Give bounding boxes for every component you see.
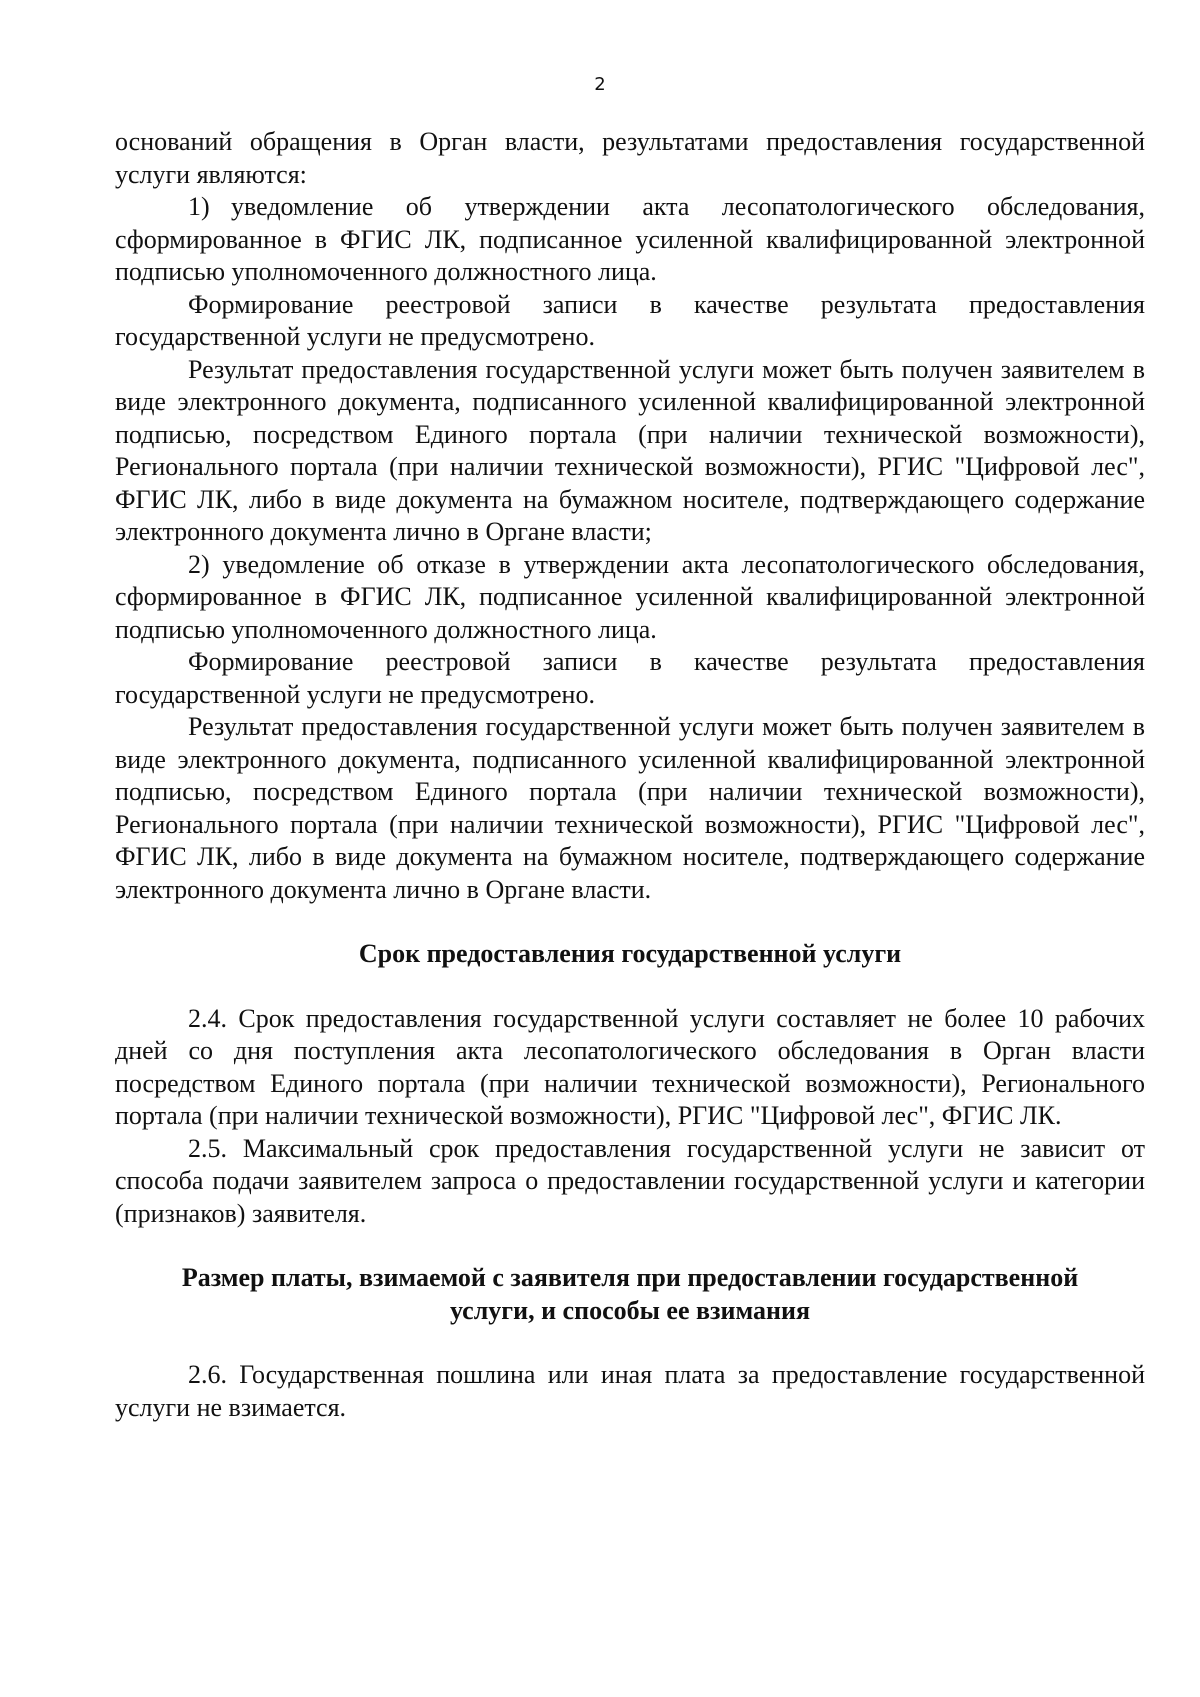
document-body <box>115 126 1145 1424</box>
paragraph-registry-note-2: Формирование реестровой записи в качестве результата предоставления государственной услуги не предусмотрено. <box>115 647 1145 709</box>
list-item-text: уведомление об утверждении акта лесопатологического обследования, сформированное в ФГИС ЛК, подписанное усиленной квалифицированной электронной подписью уполномоченного должностного лица. <box>115 192 1145 286</box>
section-heading-fee-line-2: услуги, и способы ее взимания <box>449 1295 811 1325</box>
paragraph-2-4: 2.4. Срок предоставления государственной услуги составляет не более 10 рабочих дней со дня поступления акта лесопатологического обследования в Орган власти посредством Единого портала (при наличии технической возможности), Регионального портала (при наличии технической возможности), РГИС "Цифровой лес", ФГИС ЛК. <box>115 1003 1145 1130</box>
section-heading-fee-line-1: Размер платы, взимаемой с заявителя при предоставлении государственной <box>181 1263 1079 1292</box>
paragraph-2-5: 2.5. Максимальный срок предоставления государственной услуги не зависит от способа подачи заявителем запроса о предоставлении государственной услуги и категории (признаков) заявителя. <box>115 1133 1145 1228</box>
paragraph-continuation: оснований обращения в Орган власти, результатами предоставления государственной услуги являются: <box>115 127 1145 189</box>
paragraph-result-delivery-2: Результат предоставления государственной услуги может быть получен заявителем в виде электронного документа, подписанного усиленной квалифицированной электронной подписью, посредством Единого портала (при наличии технической возможности), Регионального портала (при наличии технической возможности), РГИС "Цифровой лес", ФГИС ЛК, либо в виде документа на бумажном носителе, подтверждающего содержание электронного документа лично в Органе власти. <box>115 712 1145 904</box>
section-heading-fee <box>115 1262 1145 1327</box>
list-item-1 <box>115 191 1145 289</box>
list-item-number: 1) <box>188 192 210 221</box>
list-item-2: 2) уведомление об отказе в утверждении акта лесопатологического обследования, сформированное в ФГИС ЛК, подписанное усиленной квалифицированной электронной подписью уполномоченного должностного лица. <box>115 549 1145 644</box>
paragraph-2-6: 2.6. Государственная пошлина или иная плата за предоставление государственной услуги не взимается. <box>115 1360 1145 1422</box>
paragraph-registry-note-1: Формирование реестровой записи в качестве результата предоставления государственной услуги не предусмотрено. <box>115 289 1145 351</box>
section-heading-term: Срок предоставления государственной услуги <box>358 939 902 968</box>
paragraph-result-delivery-1: Результат предоставления государственной услуги может быть получен заявителем в виде электронного документа, подписанного усиленной квалифицированной электронной подписью, посредством Единого портала (при наличии технической возможности), Регионального портала (при наличии технической возможности), РГИС "Цифровой лес", ФГИС ЛК, либо в виде документа на бумажном носителе, подтверждающего содержание электронного документа лично в Органе власти; <box>115 354 1145 546</box>
page-number: 2 <box>594 74 606 95</box>
